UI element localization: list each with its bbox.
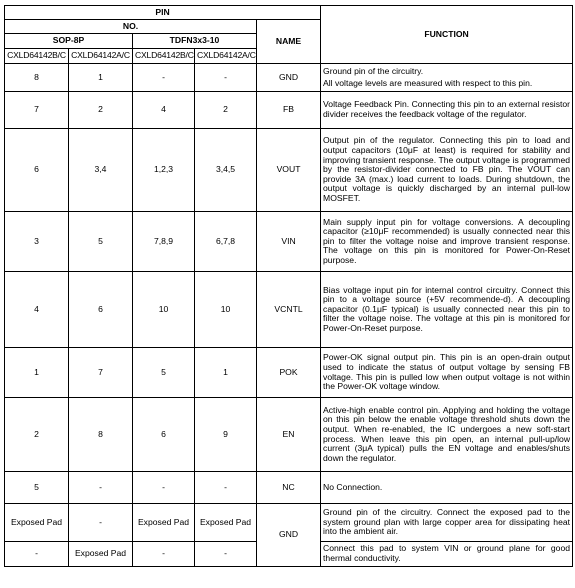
cell-function (321, 212, 573, 272)
header-row-pin (5, 6, 573, 20)
function-text: No Connection. (323, 481, 383, 492)
cell-tdfn-ac: 2 (195, 92, 257, 129)
header-no: NO. (5, 20, 257, 34)
header-pin: PIN (5, 6, 321, 20)
cell-sop-bc: Exposed Pad (5, 504, 69, 542)
cell-name: VCNTL (257, 272, 321, 348)
cell-sop-ac: 7 (69, 348, 133, 398)
cell-tdfn-ac: - (195, 542, 257, 567)
cell-tdfn-ac: 10 (195, 272, 257, 348)
function-text: Output pin of the regulator. Connecting this pin to load and output capacitors (10μF at least) is required for stability and improving transient response. The output voltage is programmed by the resistor-divider connected to FB pin. The VOUT can provide 3A (max.) load current to loads. During shutdown, the output voltage is quickly discharged by an internal pull-low MOSFET. (323, 135, 571, 203)
cell-tdfn-bc: - (133, 64, 195, 92)
cell-sop-ac: 6 (69, 272, 133, 348)
cell-sop-ac: 2 (69, 92, 133, 129)
table-row (5, 348, 573, 398)
cell-name: FB (257, 92, 321, 129)
function-text: Main supply input pin for voltage conversions. A decoupling capacitor (≥10μF recommended) is usually connected near this pin to filter the voltage noise and improve transient response. The voltage on this pin is monitored for Power-On-Reset purpose. (323, 216, 571, 265)
cell-function (321, 504, 573, 542)
cell-tdfn-ac: 6,7,8 (195, 212, 257, 272)
cell-tdfn-bc: 4 (133, 92, 195, 129)
cell-name: GND (257, 64, 321, 92)
cell-sop-bc: - (5, 542, 69, 567)
function-text: Connect this pad to system VIN or ground plane for good thermal conductivity. (323, 543, 571, 563)
cell-function (321, 348, 573, 398)
cell-tdfn-ac: 9 (195, 398, 257, 472)
cell-tdfn-bc: 6 (133, 398, 195, 472)
cell-function (321, 64, 573, 92)
table-row (5, 64, 573, 92)
pin-description-table-wrapper (4, 5, 573, 567)
cell-function (321, 398, 573, 472)
table-row (5, 212, 573, 272)
cell-tdfn-ac: Exposed Pad (195, 504, 257, 542)
cell-tdfn-bc: Exposed Pad (133, 504, 195, 542)
cell-tdfn-ac: - (195, 64, 257, 92)
cell-sop-bc: 3 (5, 212, 69, 272)
cell-name: VOUT (257, 129, 321, 212)
cell-sop-bc: 1 (5, 348, 69, 398)
header-sop: SOP-8P (5, 34, 133, 49)
cell-tdfn-bc: 7,8,9 (133, 212, 195, 272)
cell-sop-ac: 3,4 (69, 129, 133, 212)
cell-function (321, 472, 573, 504)
pin-description-table (4, 5, 573, 567)
cell-sop-bc: 5 (5, 472, 69, 504)
cell-name: GND (257, 504, 321, 567)
cell-sop-ac: 1 (69, 64, 133, 92)
header-sop-bc: CXLD64142B/C (5, 49, 69, 64)
cell-tdfn-bc: - (133, 542, 195, 567)
function-text: Power-OK signal output pin. This pin is an open-drain output used to indicate the status of output voltage by sensing FB voltage. This pin is pulled low when output voltage is not within the Power-OK voltage window. (323, 352, 571, 392)
cell-sop-ac: Exposed Pad (69, 542, 133, 567)
cell-sop-ac: 8 (69, 398, 133, 472)
cell-name: VIN (257, 212, 321, 272)
table-row (5, 129, 573, 212)
cell-tdfn-ac: 3,4,5 (195, 129, 257, 212)
function-text: All voltage levels are measured with respect to this pin. (323, 77, 533, 88)
header-name: NAME (257, 20, 321, 64)
cell-name: NC (257, 472, 321, 504)
function-text: Bias voltage input pin for internal control circuitry. Connect this pin to a voltage source (+5V recommende-d). A decoupling capacitor (0.1μF typical) is usually connected near this pin to filter the voltage noise. The voltage at this pin is monitored for Power-On-Reset purpose. (323, 284, 571, 333)
cell-tdfn-bc: 10 (133, 272, 195, 348)
cell-function (321, 272, 573, 348)
cell-sop-bc: 6 (5, 129, 69, 212)
cell-sop-ac: - (69, 504, 133, 542)
cell-tdfn-bc: 5 (133, 348, 195, 398)
cell-tdfn-ac: - (195, 472, 257, 504)
cell-function (321, 542, 573, 567)
table-row (5, 398, 573, 472)
header-tdfn: TDFN3x3-10 (133, 34, 257, 49)
cell-tdfn-ac: 1 (195, 348, 257, 398)
cell-sop-ac: 5 (69, 212, 133, 272)
cell-tdfn-bc: 1,2,3 (133, 129, 195, 212)
cell-name: EN (257, 398, 321, 472)
cell-tdfn-bc: - (133, 472, 195, 504)
cell-function (321, 129, 573, 212)
table-row (5, 504, 573, 542)
table-row (5, 92, 573, 129)
cell-sop-bc: 8 (5, 64, 69, 92)
function-text: Ground pin of the circuitry. Connect the exposed pad to the system ground plan with large copper area for dissipating heat into the ambient air. (323, 507, 571, 537)
table-row (5, 272, 573, 348)
cell-sop-bc: 4 (5, 272, 69, 348)
header-tdfn-bc: CXLD64142B/C (133, 49, 195, 64)
cell-sop-bc: 2 (5, 398, 69, 472)
cell-sop-ac: - (69, 472, 133, 504)
function-text: Active-high enable control pin. Applying and holding the voltage on this pin below the enable voltage threshold shuts down the output. When re-enabled, the IC undergoes a new soft-start process. When leave this pin open, an internal pull-up/low current (3μA typical) pulls the EN voltage and enables/shuts down the regulator. (323, 404, 571, 463)
header-sop-ac: CXLD64142A/C (69, 49, 133, 64)
cell-sop-bc: 7 (5, 92, 69, 129)
function-text: Voltage Feedback Pin. Connecting this pin to an external resistor divider receives the feedback voltage of the regulator. (323, 99, 571, 119)
function-text: Ground pin of the circuitry. (323, 65, 424, 76)
cell-function (321, 92, 573, 129)
header-tdfn-ac: CXLD64142A/C (195, 49, 257, 64)
header-function: FUNCTION (321, 6, 573, 64)
cell-name: POK (257, 348, 321, 398)
table-row (5, 472, 573, 504)
